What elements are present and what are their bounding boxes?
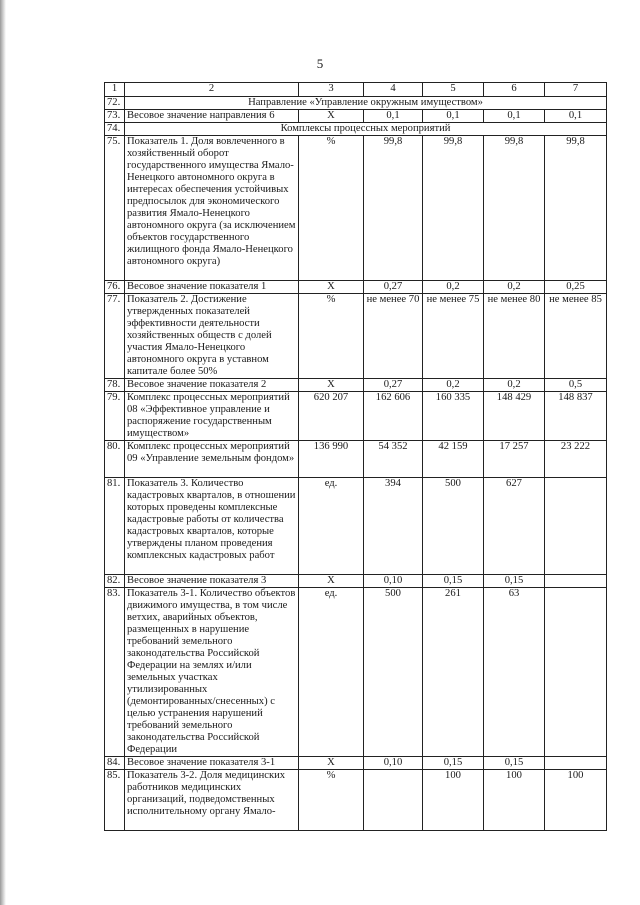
indicator-name: Комплекс процессных мероприятий 09 «Управление земельным фондом» [125, 441, 299, 478]
value-col6: 99,8 [484, 136, 545, 281]
value-col4: 394 [364, 478, 423, 575]
value-col5: 261 [423, 588, 484, 757]
indicator-name: Весовое значение показателя 3-1 [125, 757, 299, 770]
row-number: 77. [105, 294, 125, 379]
value-col4: 0,10 [364, 575, 423, 588]
indicator-name: Весовое значение показателя 2 [125, 379, 299, 392]
value-col7: не менее 85 [545, 294, 607, 379]
value-col4: 54 352 [364, 441, 423, 478]
indicator-name: Весовое значение направления 6 [125, 110, 299, 123]
value-col7 [545, 757, 607, 770]
table-row [105, 110, 607, 123]
indicator-name: Показатель 3. Количество кадастровых кварталов, в отношении которых проведены комплексные кадастровые работы от количества кадастровых кварталов, которые утверждены планом проведения комплексных кадастровых работ [125, 478, 299, 575]
row-number: 81. [105, 478, 125, 575]
unit-cell: % [299, 136, 364, 281]
section-title: Комплексы процессных мероприятий [125, 123, 607, 136]
value-col5: 42 159 [423, 441, 484, 478]
unit-cell: ед. [299, 478, 364, 575]
table-row [105, 770, 607, 831]
row-number: 73. [105, 110, 125, 123]
value-col5: 0,15 [423, 757, 484, 770]
indicators-table [104, 82, 607, 831]
value-col6: 0,15 [484, 757, 545, 770]
page-number: 5 [316, 56, 324, 71]
value-col5: 99,8 [423, 136, 484, 281]
table-row [105, 588, 607, 757]
value-col5: 500 [423, 478, 484, 575]
value-col5: 0,15 [423, 575, 484, 588]
table-row [105, 97, 607, 110]
table-row [105, 441, 607, 478]
value-col7: 100 [545, 770, 607, 831]
unit-cell: 620 207 [299, 392, 364, 441]
row-number: 82. [105, 575, 125, 588]
value-col4: 500 [364, 588, 423, 757]
indicator-name: Показатель 1. Доля вовлеченного в хозяйственный оборот государственного имущества Ямало-Ненецкого автономного округа в интересах обеспечения устойчивых предпосылок для экономического развития Ямало-Ненецкого автономного округа (за исключением объектов государственного жилищного фонда Ямало-Ненецкого автономного округа) [125, 136, 299, 281]
scan-edge-shadow [0, 0, 6, 905]
header-cell: 2 [125, 83, 299, 97]
value-col4: 0,1 [364, 110, 423, 123]
value-col4 [364, 770, 423, 831]
indicator-name: Показатель 3-2. Доля медицинских работников медицинских организаций, подведомственных исполнительному органу Ямало- [125, 770, 299, 831]
value-col6: 63 [484, 588, 545, 757]
row-number: 74. [105, 123, 125, 136]
value-col7 [545, 588, 607, 757]
header-cell: 6 [484, 83, 545, 97]
row-number: 84. [105, 757, 125, 770]
header-cell: 1 [105, 83, 125, 97]
header-cell: 7 [545, 83, 607, 97]
unit-cell: % [299, 294, 364, 379]
value-col6: не менее 80 [484, 294, 545, 379]
unit-cell: % [299, 770, 364, 831]
table-row [105, 757, 607, 770]
unit-cell: X [299, 757, 364, 770]
row-number: 80. [105, 441, 125, 478]
value-col5: не менее 75 [423, 294, 484, 379]
row-number: 83. [105, 588, 125, 757]
indicator-name: Показатель 3-1. Количество объектов движимого имущества, в том числе ветхих, аварийных объектов, размещенных в нарушение требований земельного законодательства Российской Федерации на землях и/или земельных участках утилизированных (демонтированных/снесенных) с целью устранения нарушений требований земельного законодательства Российской Федерации [125, 588, 299, 757]
value-col7: 23 222 [545, 441, 607, 478]
value-col5: 0,2 [423, 281, 484, 294]
value-col5: 100 [423, 770, 484, 831]
value-col6: 0,2 [484, 281, 545, 294]
value-col5: 0,2 [423, 379, 484, 392]
value-col6: 0,2 [484, 379, 545, 392]
value-col4: 0,10 [364, 757, 423, 770]
section-title: Направление «Управление окружным имуществом» [125, 97, 607, 110]
row-number: 79. [105, 392, 125, 441]
unit-cell: X [299, 281, 364, 294]
value-col7 [545, 478, 607, 575]
value-col4: 162 606 [364, 392, 423, 441]
row-number: 85. [105, 770, 125, 831]
row-number: 76. [105, 281, 125, 294]
table-row [105, 136, 607, 281]
row-number: 72. [105, 97, 125, 110]
value-col7: 0,5 [545, 379, 607, 392]
unit-cell: X [299, 575, 364, 588]
table-row [105, 281, 607, 294]
header-cell: 5 [423, 83, 484, 97]
value-col5: 160 335 [423, 392, 484, 441]
value-col4: 99,8 [364, 136, 423, 281]
value-col4: 0,27 [364, 379, 423, 392]
header-cell: 4 [364, 83, 423, 97]
indicator-name: Весовое значение показателя 1 [125, 281, 299, 294]
value-col6: 17 257 [484, 441, 545, 478]
value-col7 [545, 575, 607, 588]
indicator-name: Комплекс процессных мероприятий 08 «Эффективное управление и распоряжение государственным имуществом» [125, 392, 299, 441]
value-col7: 148 837 [545, 392, 607, 441]
table-header-row [105, 83, 607, 97]
table-row [105, 379, 607, 392]
header-cell: 3 [299, 83, 364, 97]
table-row [105, 478, 607, 575]
value-col4: 0,27 [364, 281, 423, 294]
unit-cell: ед. [299, 588, 364, 757]
value-col6: 100 [484, 770, 545, 831]
unit-cell: X [299, 110, 364, 123]
value-col7: 99,8 [545, 136, 607, 281]
value-col6: 0,1 [484, 110, 545, 123]
row-number: 78. [105, 379, 125, 392]
unit-cell: X [299, 379, 364, 392]
value-col7: 0,1 [545, 110, 607, 123]
row-number: 75. [105, 136, 125, 281]
value-col4: не менее 70 [364, 294, 423, 379]
table-row [105, 575, 607, 588]
value-col5: 0,1 [423, 110, 484, 123]
table-row [105, 123, 607, 136]
value-col6: 148 429 [484, 392, 545, 441]
value-col6: 627 [484, 478, 545, 575]
indicator-name: Показатель 2. Достижение утвержденных показателей эффективности деятельности хозяйственных обществ с долей участия Ямало-Ненецкого автономного округа в уставном капитале более 50% [125, 294, 299, 379]
value-col7: 0,25 [545, 281, 607, 294]
table-row [105, 392, 607, 441]
indicator-name: Весовое значение показателя 3 [125, 575, 299, 588]
table-row [105, 294, 607, 379]
value-col6: 0,15 [484, 575, 545, 588]
unit-cell: 136 990 [299, 441, 364, 478]
